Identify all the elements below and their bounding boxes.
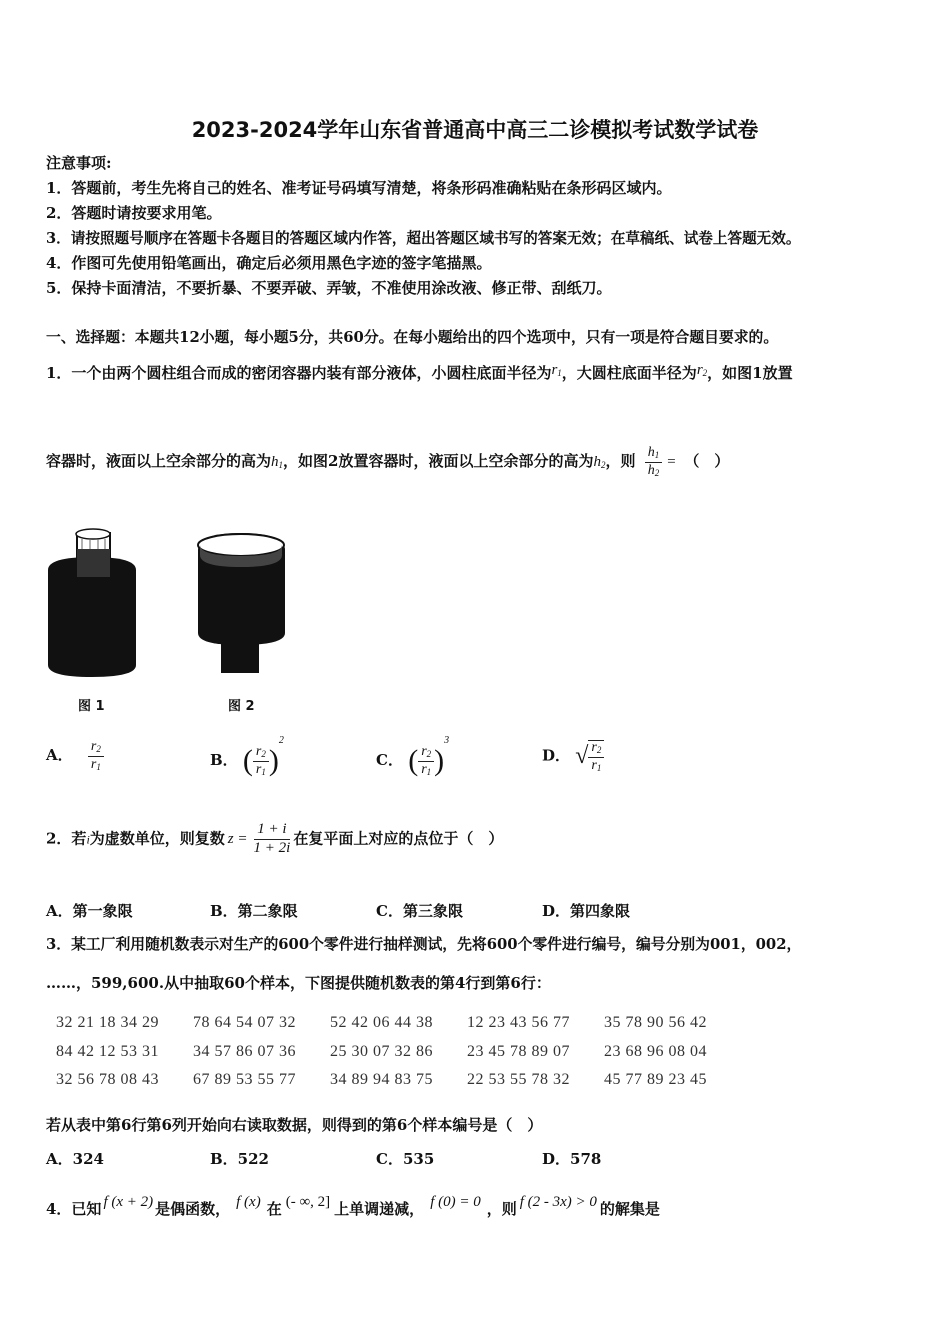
notice-heading: 注意事项: bbox=[46, 154, 112, 172]
equals-sign: = bbox=[666, 454, 677, 471]
table-cell: 32 56 78 08 43 bbox=[56, 1071, 159, 1088]
right-paren: ) bbox=[434, 744, 445, 777]
q1-text: ，如图1放置 bbox=[707, 364, 793, 382]
page-title: 2023-2024学年山东省普通高中高三二诊模拟考试数学试卷 bbox=[191, 118, 759, 142]
q3-option-d[interactable]: D．578 bbox=[542, 1150, 602, 1168]
z-symbol: z = bbox=[227, 831, 248, 848]
random-table-row bbox=[56, 1071, 741, 1089]
q4-math: f (x + 2) bbox=[103, 1194, 154, 1210]
table-cell: 45 77 89 23 45 bbox=[604, 1071, 707, 1088]
table-cell: 12 23 43 56 77 bbox=[467, 1014, 570, 1031]
left-paren: ( bbox=[408, 744, 419, 777]
option-letter: D． bbox=[542, 746, 571, 765]
z-fraction: $\frac{1 + i}{1 + 2i}$ bbox=[253, 821, 291, 856]
q4-text: 的解集是 bbox=[599, 1200, 660, 1218]
q1-option-a[interactable] bbox=[46, 740, 104, 772]
q2-option-b[interactable]: B．第二象限 bbox=[210, 902, 298, 920]
q2-option-c[interactable]: C．第三象限 bbox=[376, 902, 463, 920]
table-cell: 23 45 78 89 07 bbox=[467, 1043, 570, 1060]
notice-item: 5．保持卡面清洁，不要折暴、不要弄破、弄皱，不准使用涂改液、修正带、刮纸刀。 bbox=[46, 279, 612, 297]
q3-question: 若从表中第6行第6列开始向右读取数据，则得到的第6个样本编号是（ ） bbox=[46, 1116, 543, 1134]
q1-line2 bbox=[46, 446, 729, 478]
sqrt-symbol: √ bbox=[575, 743, 589, 770]
figure-2 bbox=[198, 533, 285, 673]
q4-math: (- ∞, 2] bbox=[285, 1194, 331, 1210]
table-cell: 67 89 53 55 77 bbox=[193, 1071, 296, 1088]
h1-symbol: $h_1$ bbox=[271, 454, 284, 471]
notice-item: 1．答题前，考生先将自己的姓名、准考证号码填写清楚，将条形码准确粘贴在条形码区域内。 bbox=[46, 179, 672, 197]
notice-item: 4．作图可先使用铅笔画出，确定后必须用黑色字迹的签字笔描黑。 bbox=[46, 254, 492, 272]
q1-text: ，如图2放置容器时，液面以上空余部分的高为 bbox=[283, 452, 594, 471]
q3-option-b[interactable]: B．522 bbox=[210, 1150, 269, 1168]
table-cell: 23 68 96 08 04 bbox=[604, 1043, 707, 1060]
h-ratio-fraction: $\frac{h_1}{h_2}$ bbox=[645, 446, 663, 478]
table-cell: 22 53 55 78 32 bbox=[467, 1071, 570, 1088]
q1-text: ，大圆柱底面半径为 bbox=[561, 364, 697, 382]
q3-line1: 3．某工厂利用随机数表示对生产的600个零件进行抽样测试，先将600个零件进行编号，编号分别为001，002， bbox=[46, 936, 802, 953]
q3-option-c[interactable]: C．535 bbox=[376, 1150, 435, 1168]
q4-text: ，则 bbox=[486, 1200, 517, 1218]
table-cell: 52 42 06 44 38 bbox=[330, 1014, 433, 1031]
table-cell: 84 42 12 53 31 bbox=[56, 1043, 159, 1060]
option-a-fraction: $\frac{r_2}{r_1}$ bbox=[88, 740, 104, 772]
q4-text: 在 bbox=[266, 1200, 282, 1218]
q1-option-d[interactable] bbox=[542, 740, 604, 773]
q2-text: 在复平面上对应的点位于（ ） bbox=[293, 829, 504, 848]
q4-math: f (x) bbox=[236, 1194, 261, 1210]
figure-2-label: 图 2 bbox=[228, 699, 255, 714]
q1-text: 容器时，液面以上空余部分的高为 bbox=[46, 452, 272, 471]
q1-line1 bbox=[46, 362, 793, 383]
q4-text: 上单调递减， bbox=[334, 1200, 425, 1218]
q4-text: 是偶函数， bbox=[155, 1200, 231, 1218]
q4-math: f (0) = 0 bbox=[430, 1194, 481, 1210]
q2-option-d[interactable]: D．第四象限 bbox=[542, 902, 631, 920]
figure-1-label: 图 1 bbox=[78, 699, 105, 714]
q2-option-a[interactable]: A．第一象限 bbox=[46, 902, 133, 920]
table-cell: 32 21 18 34 29 bbox=[56, 1014, 159, 1031]
q2-text: 2．若 bbox=[46, 829, 87, 848]
option-b-fraction: $\frac{r_2}{r_1}$ bbox=[253, 745, 269, 777]
option-letter: A． bbox=[46, 746, 73, 765]
q3-option-a[interactable]: A．324 bbox=[46, 1150, 104, 1168]
q4-text: 4．已知 bbox=[46, 1200, 102, 1218]
q2-line bbox=[46, 822, 503, 857]
right-paren: ) bbox=[268, 744, 279, 777]
random-table-row bbox=[56, 1043, 741, 1061]
q4-math: f (2 - 3x) > 0 bbox=[519, 1194, 597, 1210]
figure-1 bbox=[48, 529, 136, 677]
q1-text: ，则 bbox=[605, 452, 636, 471]
notice-item: 2．答题时请按要求用笔。 bbox=[46, 204, 222, 222]
option-letter: C． bbox=[376, 751, 403, 769]
option-d-fraction: $\frac{r_2}{r_1}$ bbox=[588, 740, 604, 773]
q1-option-c[interactable] bbox=[376, 735, 449, 778]
option-letter: B． bbox=[210, 751, 238, 769]
h2-symbol: $h_2$ bbox=[593, 454, 606, 471]
random-table-row bbox=[56, 1014, 741, 1032]
q2-text: 为虚数单位，则复数 bbox=[89, 829, 225, 848]
answer-blank: （ ） bbox=[684, 452, 730, 471]
notice-item: 3．请按照题号顺序在答题卡各题目的答题区域内作答，超出答题区域书写的答案无效；在草稿纸、试卷上答题无效。 bbox=[46, 230, 801, 247]
q1-text: 1．一个由两个圆柱组合而成的密闭容器内装有部分液体，小圆柱底面半径为 bbox=[46, 364, 552, 382]
table-cell: 35 78 90 56 42 bbox=[604, 1014, 707, 1031]
option-c-fraction: $\frac{r_2}{r_1}$ bbox=[418, 745, 434, 777]
i-symbol: i bbox=[86, 832, 90, 847]
r2-symbol: $r_2$ bbox=[696, 362, 708, 378]
q3-line2: ……，599,600.从中抽取60个样本，下图提供随机数表的第4行到第6行： bbox=[46, 974, 551, 992]
left-paren: ( bbox=[242, 744, 253, 777]
table-cell: 34 89 94 83 75 bbox=[330, 1071, 433, 1088]
exponent-3: 3 bbox=[444, 735, 450, 746]
cylinder-figures bbox=[40, 525, 300, 695]
q4-line bbox=[46, 1194, 660, 1219]
r1-symbol: $r_1$ bbox=[551, 362, 562, 378]
section-heading: 一、选择题：本题共12小题，每小题5分，共60分。在每小题给出的四个选项中，只有一项是符合题目要求的。 bbox=[46, 329, 779, 346]
table-cell: 78 64 54 07 32 bbox=[193, 1014, 296, 1031]
table-cell: 25 30 07 32 86 bbox=[330, 1043, 433, 1060]
table-cell: 34 57 86 07 36 bbox=[193, 1043, 296, 1060]
exponent-2: 2 bbox=[278, 735, 284, 746]
q1-option-b[interactable] bbox=[210, 735, 284, 778]
